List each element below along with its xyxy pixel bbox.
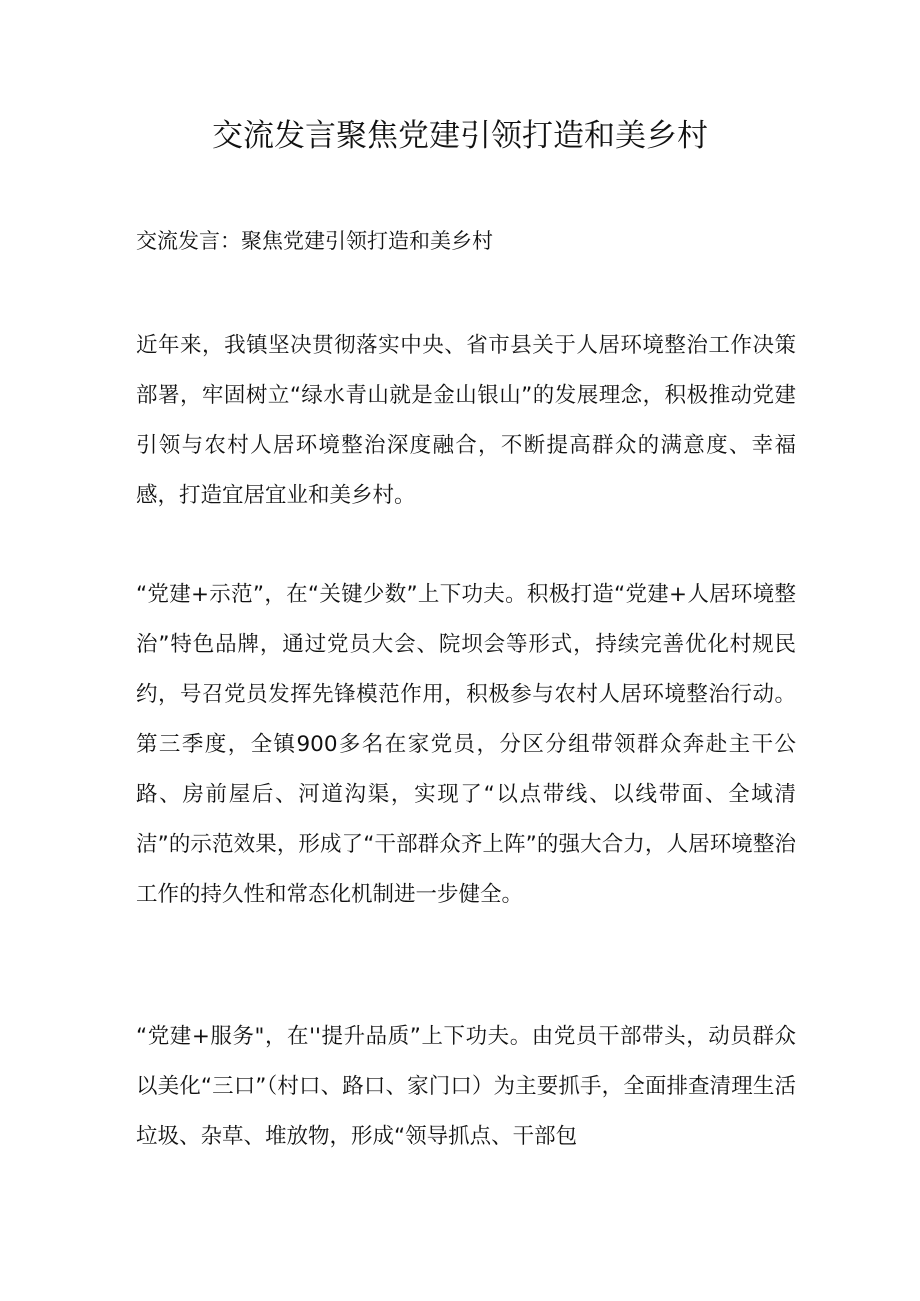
document-title: 交流发言聚焦党建引领打造和美乡村 — [212, 118, 708, 154]
paragraph-intro: 近年来，我镇坚决贯彻落实中央、省市县关于人居环境整治工作决策部署，牢固树立“绿水青山就是金山银山”的发展理念，积极推动党建引领与农村人居环境整治深度融合，不断提高群众的满意度、幸福感，打造宜居宜业和美乡村。 — [136, 333, 796, 508]
paragraph-demonstration: “党建+示范”，在“关键少数”上下功夫。积极打造“党建+人居环境整治”特色品牌，通过党员大会、院坝会等形式，持续完善优化村规民约，号召党员发挥先锋模范作用，积极参与农村人居环境整治行动。第三季度，全镇900多名在家党员，分区分组带领群众奔赴主干公路、房前屋后、河道沟渠，实现了“以点带线、以线带面、全域清洁”的示范效果，形成了“干部群众齐上阵”的强大合力，人居环境整治工作的持久性和常态化机制进一步健全。 — [136, 582, 796, 907]
document-subtitle: 交流发言：聚焦党建引领打造和美乡村 — [136, 229, 493, 253]
paragraph-service: “党建+服务"，在''提升品质”上下功夫。由党员干部带头，动员群众以美化“三口”（村口、路口、家门口）为主要抓手，全面排查清理生活垃圾、杂草、堆放物，形成“领导抓点、干部包 — [136, 1024, 796, 1149]
